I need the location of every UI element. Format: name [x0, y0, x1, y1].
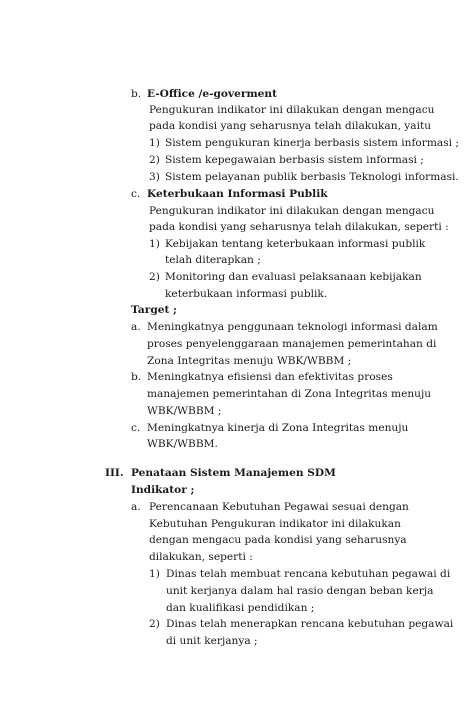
target-item-text: WBK/WBBM ; [147, 405, 222, 417]
item-b-list-marker: 1) [149, 137, 160, 149]
item-b-title: E-Office /e-goverment [147, 88, 277, 100]
target-item-marker: b. [131, 371, 142, 383]
target-item-text: proses penyelenggaraan manajemen pemerintahan di [147, 338, 437, 350]
item-b-list-marker: 2) [149, 154, 160, 166]
item-c-list-text: Kebijakan tentang keterbukaan informasi publik [165, 238, 426, 250]
target-item-text: Meningkatnya penggunaan teknologi informasi dalam [147, 321, 438, 333]
section3-list-text: Dinas telah membuat rencana kebutuhan pegawai di [166, 568, 451, 580]
section3-list-text: Dinas telah menerapkan rencana kebutuhan pegawai [166, 618, 454, 630]
section3-list-marker: 2) [149, 618, 160, 630]
item-c-list-marker: 2) [149, 271, 160, 283]
target-item-marker: a. [131, 321, 141, 333]
item-b-list-text: Sistem pengukuran kinerja berbasis sistem informasi ; [165, 137, 459, 149]
target-item-text: manajemen pemerintahan di Zona Integritas menuju [147, 388, 432, 400]
item-c-list-text: Monitoring dan evaluasi pelaksanaan kebijakan [165, 271, 422, 283]
target-item-text: WBK/WBBM. [147, 438, 218, 450]
section3-item-text: dilakukan, seperti : [149, 551, 253, 563]
target-item-marker: c. [131, 422, 141, 434]
section3-item-text: Perencanaan Kebutuhan Pegawai sesuai dengan [149, 501, 409, 513]
item-b-paragraph-line: pada kondisi yang seharusnya telah dilakukan, yaitu [149, 120, 432, 132]
item-b-paragraph-line: Pengukuran indikator ini dilakukan dengan mengacu [149, 104, 435, 116]
section3-item-text: Kebutuhan Pengukuran indikator ini dilakukan [149, 518, 401, 530]
target-item-text: Zona Integritas menuju WBK/WBBM ; [147, 355, 352, 367]
target-item-text: Meningkatnya kinerja di Zona Integritas menuju [147, 422, 409, 434]
item-c-paragraph-line: Pengukuran indikator ini dilakukan dengan mengacu [149, 205, 435, 217]
item-c-list-text: telah diterapkan ; [165, 254, 261, 266]
section3-list-text: unit kerjanya dalam hal rasio dengan beban kerja [166, 585, 434, 597]
indikator-heading: Indikator ; [131, 484, 195, 496]
item-b-list-marker: 3) [149, 171, 160, 183]
item-c-title: Keterbukaan Informasi Publik [147, 188, 328, 200]
section3-item-text: dengan mengacu pada kondisi yang seharusnya [149, 534, 407, 546]
section3-list-text: dan kualifikasi pendidikan ; [166, 602, 315, 614]
section-title: Penataan Sistem Manajemen SDM [131, 467, 336, 479]
item-b-marker: b. [131, 88, 142, 100]
item-b-list-text: Sistem kepegawaian berbasis sistem informasi ; [165, 154, 424, 166]
item-b-list-text: Sistem pelayanan publik berbasis Teknologi informasi. [165, 171, 459, 183]
target-heading: Target ; [131, 304, 177, 316]
section-numeral: III. [105, 467, 124, 479]
item-c-list-marker: 1) [149, 238, 160, 250]
item-c-paragraph-line: pada kondisi yang seharusnya telah dilakukan, seperti : [149, 221, 449, 233]
item-c-list-text: keterbukaan informasi publik. [165, 288, 328, 300]
section3-list-text: di unit kerjanya ; [166, 635, 258, 647]
item-c-marker: c. [131, 188, 141, 200]
section3-item-marker: a. [131, 501, 141, 513]
target-item-text: Meningkatnya efisiensi dan efektivitas proses [147, 371, 393, 383]
section3-list-marker: 1) [149, 568, 160, 580]
